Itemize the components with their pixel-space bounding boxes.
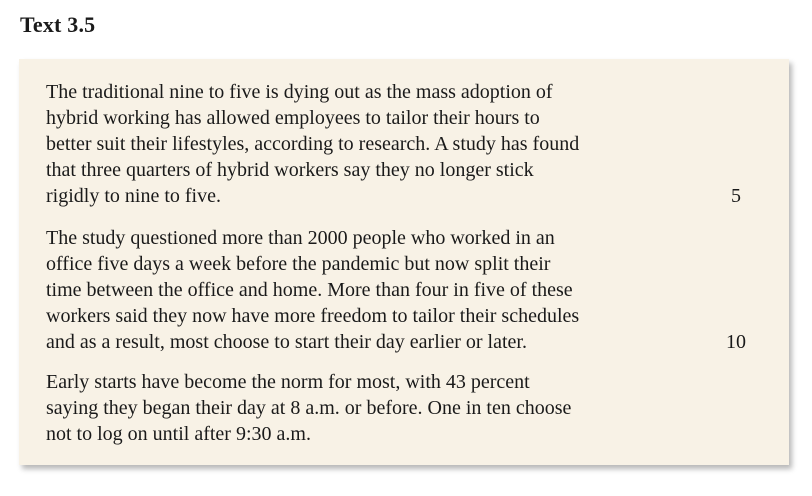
paragraph-3: Early starts have become the norm for most, with 43 percent saying they began their day at 8 a.m. or before. One in ten choose not to log on until after 9:30 a.m. (46, 371, 572, 445)
paragraph-1: The traditional nine to five is dying out as the mass adoption of hybrid working has allowed employees to tailor their hours to better suit their lifestyles, according to research. A study has found that three quarters of hybrid workers say they no longer stick rigidly to nine to five. (46, 81, 580, 207)
line-number-10: 10 (726, 331, 746, 353)
text-heading: Text 3.5 (20, 12, 96, 37)
text-extract-box (19, 59, 789, 465)
line-number-5: 5 (731, 185, 741, 207)
paragraph-2: The study questioned more than 2000 people who worked in an office five days a week before the pandemic but now split their time between the office and home. More than four in five of these workers said they now have more freedom to tailor their schedules and as a result, most choose to start their day earlier or later. (46, 227, 580, 353)
